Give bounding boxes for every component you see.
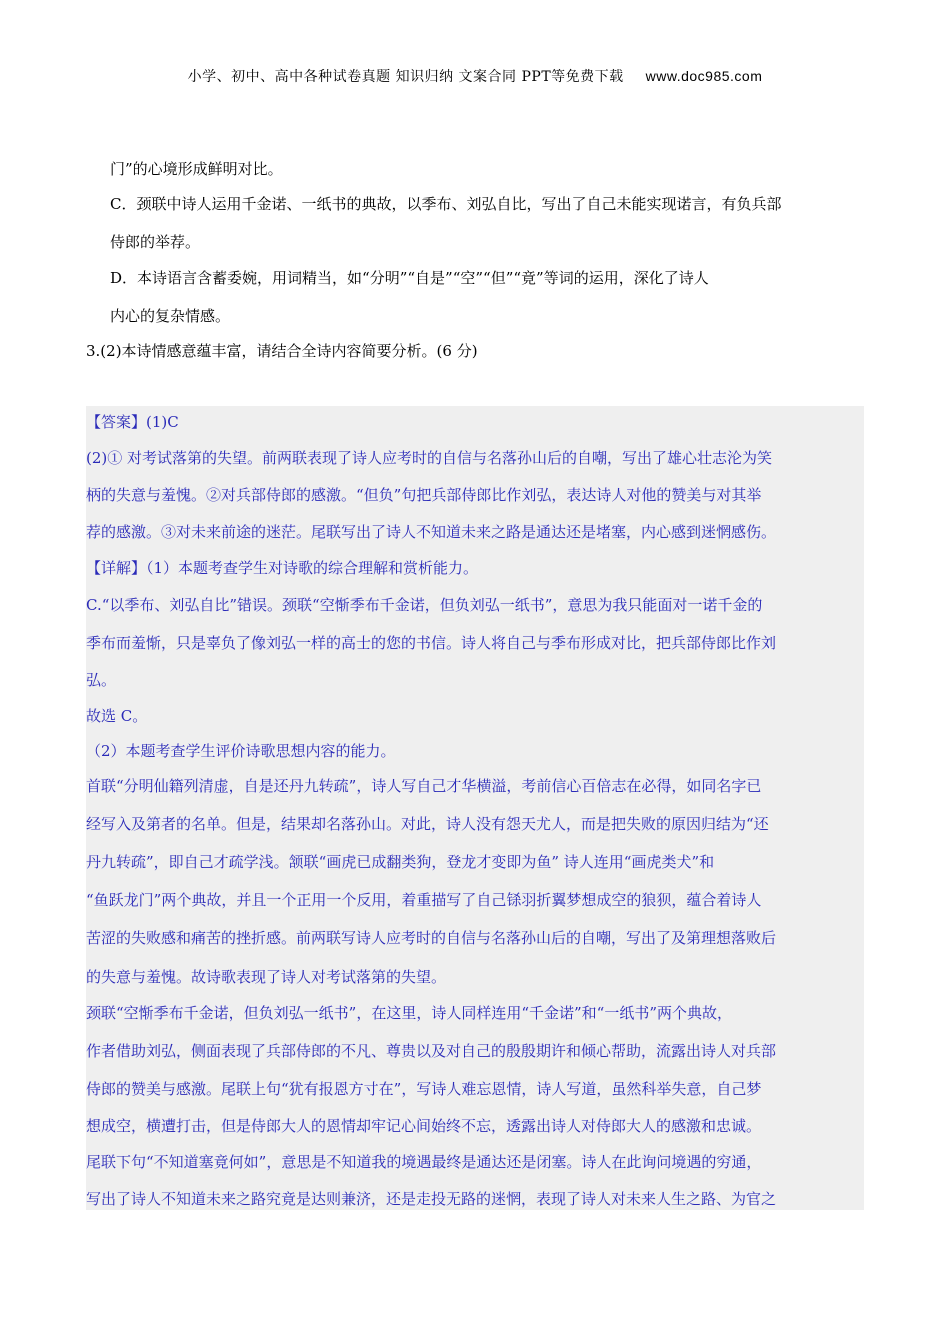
option-d-line: 内心的复杂情感。 [110,307,231,325]
answer-line: 柄的失意与羞愧。②对兵部侍郎的感激。“但负”句把兵部侍郎比作刘弘，表达诗人对他的赞美与对其举 [86,486,762,504]
option-c-line: 侍郎的举荐。 [110,233,201,251]
detail-line: 经写入及第者的名单。但是，结果却名落孙山。对此，诗人没有怨天尤人，而是把失败的原因归结为“还 [86,815,769,833]
detail-label-2: （2）本题考查学生评价诗歌思想内容的能力。 [86,742,396,760]
detail-line: 首联“分明仙籍列清虚，自是还丹九转疏”，诗人写自己才华横溢，考前信心百倍志在必得，如同名字已 [86,777,762,795]
detail-line: 季布而羞惭，只是辜负了像刘弘一样的高士的您的书信。诗人将自己与季布形成对比，把兵部侍郎比作刘 [86,634,777,652]
detail-line: 尾联下句“不知道塞竟何如”，意思是不知道我的境遇最终是通达还是闭塞。诗人在此询问境遇的穷通， [86,1153,762,1171]
question-2: 3.(2)本诗情感意蕴丰富，请结合全诗内容简要分析。(6 分) [86,342,478,360]
detail-line: 侍郎的赞美与感激。尾联上句“犹有报恩方寸在”，写诗人难忘恩情，诗人写道，虽然科举失意，自己梦 [86,1080,762,1098]
answer-line: 荐的感激。③对未来前途的迷茫。尾联写出了诗人不知道未来之路是通达还是堵塞，内心感到迷惘感伤。 [86,523,777,541]
option-c-line: C．颈联中诗人运用千金诺、一纸书的典故，以季布、刘弘自比，写出了自己未能实现诺言，有负兵部 [110,195,782,213]
detail-line: “鱼跃龙门”两个典故，并且一个正用一个反用，着重描写了自己铩羽折翼梦想成空的狼狈，蕴合着诗人 [86,891,762,909]
detail-line: 的失意与羞愧。故诗歌表现了诗人对考试落第的失望。 [86,968,447,986]
detail-line: 弘。 [86,671,117,689]
detail-label: 【详解】（1）本题考查学生对诗歌的综合理解和赏析能力。 [86,559,479,577]
detail-line: 作者借助刘弘，侧面表现了兵部侍郎的不凡、尊贵以及对自己的殷殷期许和倾心帮助，流露出诗人对兵部 [86,1042,777,1060]
detail-line: 颈联“空惭季布千金诺，但负刘弘一纸书”，在这里，诗人同样连用“千金诺”和“一纸书”两个典故， [86,1004,733,1022]
detail-line: 丹九转疏”，即自己才疏学浅。颔联“画虎已成翻类狗，登龙才变即为鱼” 诗人连用“画虎类犬”和 [86,853,715,871]
detail-line: 写出了诗人不知道未来之路究竟是达则兼济，还是走投无路的迷惘，表现了诗人对未来人生之路、为官之 [86,1190,777,1208]
answer-line: (2)① 对考试落第的失望。前两联表现了诗人应考时的自信与名落孙山后的自嘲，写出了雄心壮志沦为笑 [86,449,773,467]
detail-line: C.“以季布、刘弘自比”错误。颈联“空惭季布千金诺，但负刘弘一纸书”，意思为我只能面对一诺千金的 [86,596,763,614]
answer-label: 【答案】(1)C [86,413,179,431]
option-d-line: D．本诗语言含蓄委婉，用词精当，如“分明”“自是”“空”“但”“竟”等词的运用，深化了诗人 [110,269,709,287]
detail-line: 想成空，横遭打击，但是侍郎大人的恩情却牢记心间始终不忘，透露出诗人对侍郎大人的感激和忠诚。 [86,1117,762,1135]
detail-line: 故选 C。 [86,707,148,725]
header-site: www.doc985.com [645,68,763,84]
question-line: 门”的心境形成鲜明对比。 [110,160,283,178]
detail-line: 苦涩的失败感和痛苦的挫折感。前两联写诗人应考时的自信与名落孙山后的自嘲，写出了及第理想落败后 [86,929,777,947]
header-text: 小学、初中、高中各种试卷真题 知识归纳 文案合同 PPT等免费下载 [187,69,624,85]
page-header [0,66,950,86]
